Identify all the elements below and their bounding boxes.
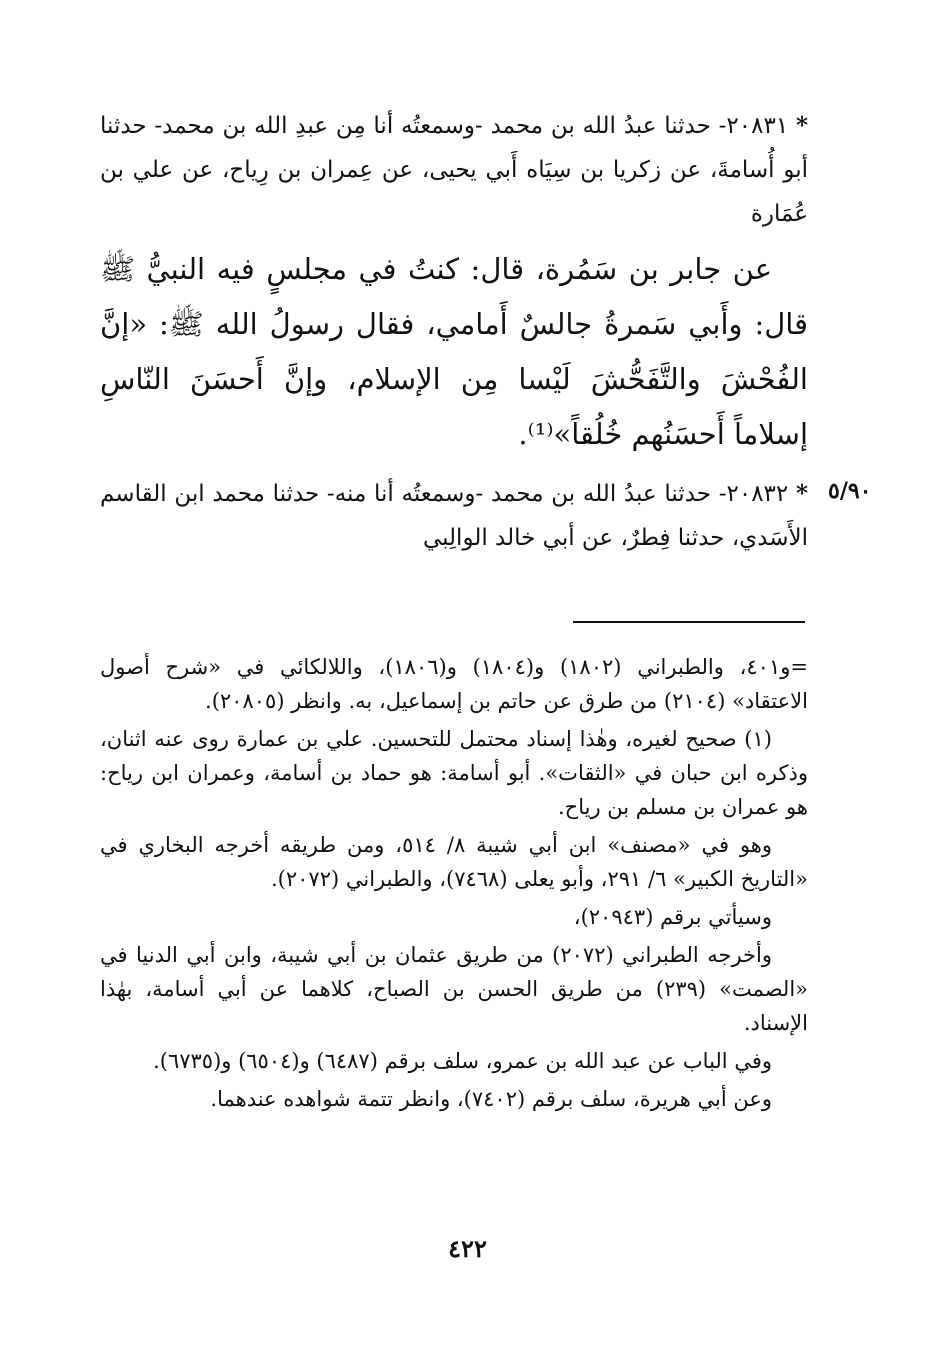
hadith-20831-matn: عن جابر بن سَمُرة، قال: كنتُ في مجلسٍ فيه النبيُّ ﷺ قال: وأَبي سَمرةُ جالسٌ أَمامي، فقال رسولُ الله ﷺ: «إنَّ الفُحْشَ والتَّفَحُّشَ لَيْسا مِن الإسلام، وإنَّ أَحسَنَ النّاسِ إسلاماً أَحسَنُهم خُلُقاً»⁽¹⁾.	[100, 252, 808, 451]
hadith-20831-text: ٢٠٨٣١- حدثنا عبدُ الله بن محمد -وسمعتُه أنا مِن عبدِ الله بن محمد- حدثنا أبو أُسامةَ، عن زكريا بن سِيَاه أَبي يحيى، عن عِمران بن رِياح، عن علي بن عُمَارة	[100, 113, 808, 227]
page-number: ٤٢٢	[448, 1234, 487, 1263]
hadith-20832-isnad	[100, 472, 808, 560]
footnote-paragraph: وأخرجه الطبراني (٢٠٧٢) من طريق عثمان بن أبي شيبة، وابن أبي الدنيا في «الصمت» (٢٣٩) من طريق الحسن بن الصباح، كلاهما عن أبي أسامة، بهٰذا الإسناد.	[100, 943, 808, 1035]
hadith-20832-text: ٢٠٨٣٢- حدثنا عبدُ الله بن محمد -وسمعتُه أنا منه- حدثنا محمد ابن القاسم الأَسَدي، حدثنا فِطرٌ، عن أبي خالد الوالِبي	[100, 481, 808, 551]
hadith-star-marker: *	[795, 480, 809, 507]
footnote-paragraph: وسيأتي برقم (٢٠٩٤٣)،	[573, 905, 772, 929]
footnote-continuation: =و٤٠١، والطبراني (١٨٠٢) و(١٨٠٤) و(١٨٠٦)، واللالكائي في «شرح أصول الاعتقاد» (٢١٠٤) من طرق عن حاتم بن إسماعيل، به. وانظر (٢٠٨٠٥).	[100, 655, 808, 713]
footnotes-section	[100, 650, 808, 1116]
footnote-divider	[573, 621, 805, 623]
footnote-1: (١) صحيح لغيره، وهٰذا إسناد محتمل للتحسين. علي بن عمارة روى عنه اثنان، وذكره ابن حبان في «الثقات». أبو أسامة: هو حماد بن أسامة، وعمران ابن رياح: هو عمران بن مسلم بن رياح.	[100, 727, 808, 819]
hadith-star-marker: *	[795, 112, 808, 139]
footnote-paragraph: وفي الباب عن عبد الله بن عمرو، سلف برقم (٦٤٨٧) و(٦٥٠٤) و(٦٧٣٥).	[153, 1049, 772, 1073]
margin-volume-page-ref: ٥/٩٠	[828, 478, 872, 504]
footnote-paragraph: وعن أبي هريرة، سلف برقم (٧٤٠٢)، وانظر تتمة شواهده عندهما.	[210, 1087, 772, 1111]
hadith-20831-isnad	[100, 104, 808, 236]
footnote-paragraph: وهو في «مصنف» ابن أبي شيبة ٨/ ٥١٤، ومن طريقه أخرجه البخاري في «التاريخ الكبير» ٦/ ٢٩١، وأبو يعلى (٧٤٦٨)، والطبراني (٢٠٧٢).	[100, 833, 808, 891]
